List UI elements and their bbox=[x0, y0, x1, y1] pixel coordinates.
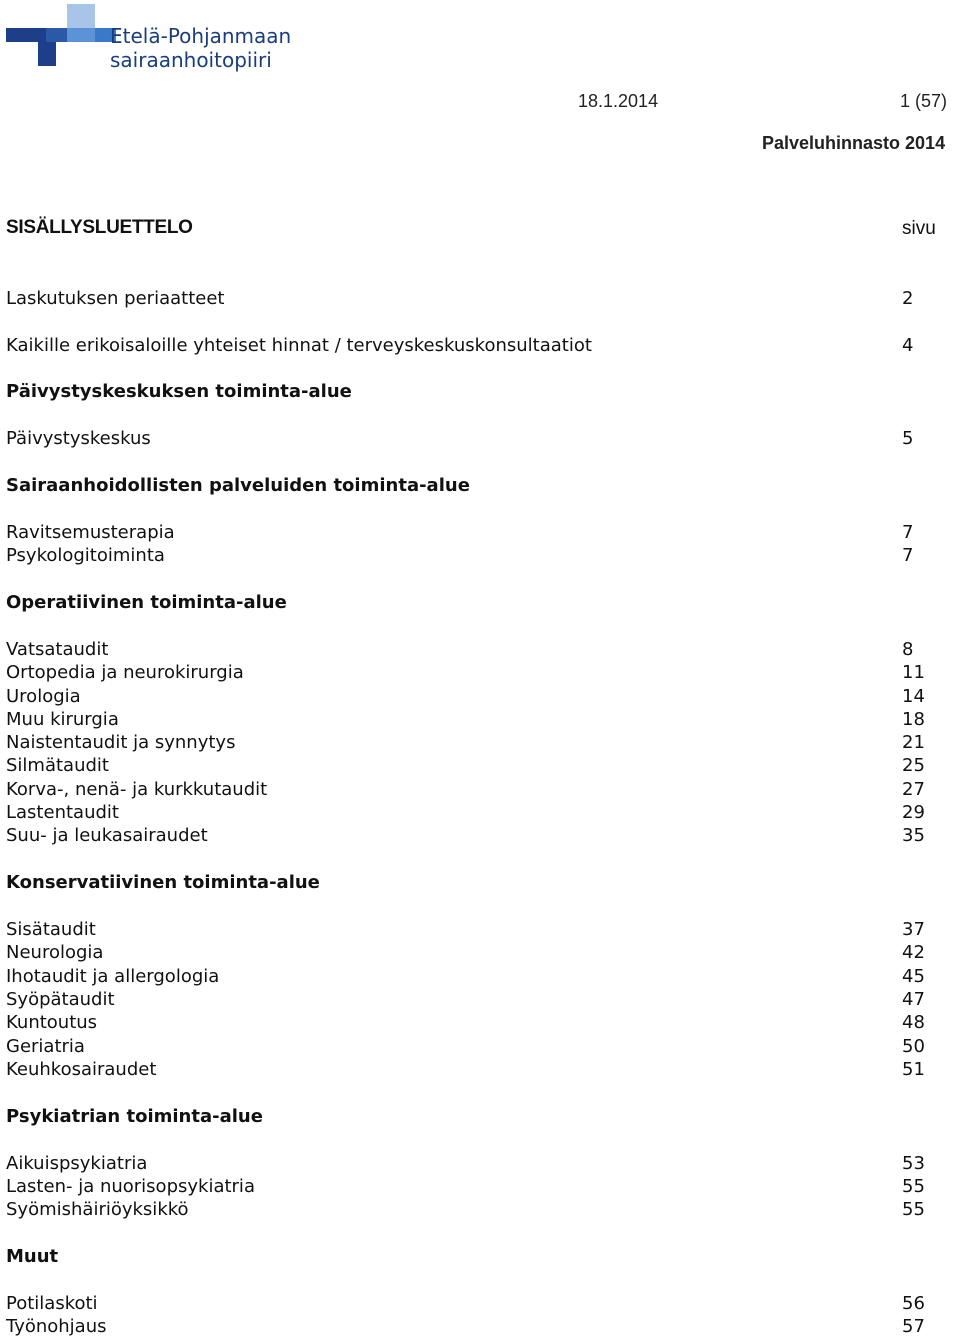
toc-entry-page: 45 bbox=[902, 965, 925, 987]
toc-entry-page: 37 bbox=[902, 919, 925, 941]
toc-entry bbox=[6, 1058, 956, 1081]
toc-entry bbox=[6, 1175, 956, 1198]
toc-entry-label: Lasten- ja nuorisopsykiatria bbox=[6, 1176, 255, 1197]
toc-section-heading: Psykiatrian toiminta-alue bbox=[6, 1105, 263, 1127]
toc-entry-label: Suu- ja leukasairaudet bbox=[6, 825, 208, 847]
toc-section-heading: Sairaanhoidollisten palveluiden toiminta-alue bbox=[6, 474, 470, 496]
toc-entry bbox=[6, 287, 956, 310]
toc-entry bbox=[6, 1011, 956, 1034]
toc-entry-page: 57 bbox=[902, 1316, 925, 1338]
toc-entry-page: 48 bbox=[902, 1012, 925, 1034]
toc-entry-label: Päivystyskeskus bbox=[6, 428, 151, 449]
toc-entry bbox=[6, 754, 956, 777]
document-date: 18.1.2014 bbox=[578, 91, 659, 111]
logo-line-1: Etelä-Pohjanmaan bbox=[110, 24, 292, 48]
toc-entry-label: Silmätaudit bbox=[6, 755, 109, 777]
toc-entry bbox=[6, 988, 956, 1011]
toc-entry-label: Ortopedia ja neurokirurgia bbox=[6, 662, 244, 684]
toc-entry-page: 25 bbox=[902, 755, 925, 777]
toc-entry-page: 18 bbox=[902, 708, 925, 730]
toc-entry bbox=[6, 1152, 956, 1175]
toc-entry-label: Ravitsemusterapia bbox=[6, 521, 175, 543]
toc-entry bbox=[6, 708, 956, 731]
page-column-heading: sivu bbox=[902, 218, 936, 239]
toc-entry-label: Naistentaudit ja synnytys bbox=[6, 732, 236, 754]
toc-entry-label: Syömishäiriöyksikkö bbox=[6, 1199, 189, 1221]
toc-entry-page: 55 bbox=[902, 1176, 925, 1197]
toc-section-heading: Operatiivinen toiminta-alue bbox=[6, 591, 287, 613]
toc-entry-page: 7 bbox=[902, 521, 914, 543]
logo-line-2: sairaanhoitopiiri bbox=[110, 48, 272, 72]
toc-entry-label: Työnohjaus bbox=[6, 1316, 107, 1338]
toc-entry-page: 4 bbox=[902, 334, 914, 356]
toc-entry bbox=[6, 801, 956, 824]
page-number: 1 (57) bbox=[900, 91, 948, 111]
toc-section-heading: Päivystyskeskuksen toiminta-alue bbox=[6, 381, 352, 402]
toc-entry-label: Sisätaudit bbox=[6, 919, 96, 941]
toc-section-heading: Muut bbox=[6, 1246, 59, 1268]
toc-entry-label: Keuhkosairaudet bbox=[6, 1058, 157, 1080]
toc-entry-page: 8 bbox=[902, 638, 914, 660]
toc-entry-label: Aikuispsykiatria bbox=[6, 1152, 148, 1174]
toc-entry-page: 29 bbox=[902, 802, 925, 823]
toc-entry-page: 55 bbox=[902, 1199, 925, 1221]
toc-entry-page: 47 bbox=[902, 989, 925, 1010]
toc-entry bbox=[6, 521, 956, 544]
toc-entry-label: Geriatria bbox=[6, 1035, 85, 1057]
toc-entry-label: Urologia bbox=[6, 685, 81, 707]
toc-entry bbox=[6, 638, 956, 661]
toc-entry bbox=[6, 731, 956, 754]
toc-entry-page: 7 bbox=[902, 545, 914, 567]
toc-entry bbox=[6, 1198, 956, 1221]
toc-entry-page: 14 bbox=[902, 685, 925, 707]
toc-entry-label: Laskutuksen periaatteet bbox=[6, 288, 225, 309]
toc-entry-label: Vatsataudit bbox=[6, 638, 109, 660]
toc-entry bbox=[6, 918, 956, 941]
hospital-district-logo bbox=[6, 4, 326, 74]
toc-entry-page: 2 bbox=[902, 288, 914, 309]
document-title: Palveluhinnasto 2014 bbox=[762, 133, 946, 153]
toc-entry bbox=[6, 824, 956, 847]
toc-entry-page: 11 bbox=[902, 662, 925, 684]
toc-entry-label: Muu kirurgia bbox=[6, 708, 119, 730]
toc-entry bbox=[6, 685, 956, 708]
toc-entry-label: Neurologia bbox=[6, 942, 104, 964]
toc-entry-page: 50 bbox=[902, 1035, 925, 1057]
toc-entry-label: Lastentaudit bbox=[6, 802, 119, 823]
toc-entry-label: Kaikille erikoisaloille yhteiset hinnat / terveyskeskuskonsultaatiot bbox=[6, 334, 592, 356]
toc-entry-page: 42 bbox=[902, 942, 925, 964]
toc-entry-label: Ihotaudit ja allergologia bbox=[6, 965, 220, 987]
toc-entry bbox=[6, 1035, 956, 1058]
toc-entry-page: 35 bbox=[902, 825, 925, 847]
toc-entry bbox=[6, 427, 956, 450]
toc-entry bbox=[6, 334, 956, 357]
toc-entry-page: 51 bbox=[902, 1058, 925, 1080]
toc-entry-label: Kuntoutus bbox=[6, 1012, 98, 1034]
toc-entry-page: 21 bbox=[902, 732, 925, 754]
toc-section-heading: Konservatiivinen toiminta-alue bbox=[6, 872, 320, 894]
toc-entry-page: 53 bbox=[902, 1152, 925, 1174]
toc-entry-page: 27 bbox=[902, 778, 925, 800]
toc-entry-page: 5 bbox=[902, 428, 914, 449]
toc-entry bbox=[6, 544, 956, 567]
toc-entry bbox=[6, 661, 956, 684]
toc-entry bbox=[6, 965, 956, 988]
toc-entry-page: 56 bbox=[902, 1293, 925, 1315]
cross-logo-icon bbox=[6, 4, 121, 66]
toc-entry bbox=[6, 1292, 956, 1315]
toc-entry bbox=[6, 941, 956, 964]
toc-entry-label: Psykologitoiminta bbox=[6, 545, 165, 567]
toc-entry-label: Korva-, nenä- ja kurkkutaudit bbox=[6, 778, 268, 800]
toc-entry-label: Potilaskoti bbox=[6, 1293, 98, 1315]
toc-heading: SISÄLLYSLUETTELO bbox=[6, 217, 193, 238]
toc-entry bbox=[6, 778, 956, 801]
toc-entry-label: Syöpätaudit bbox=[6, 989, 115, 1010]
